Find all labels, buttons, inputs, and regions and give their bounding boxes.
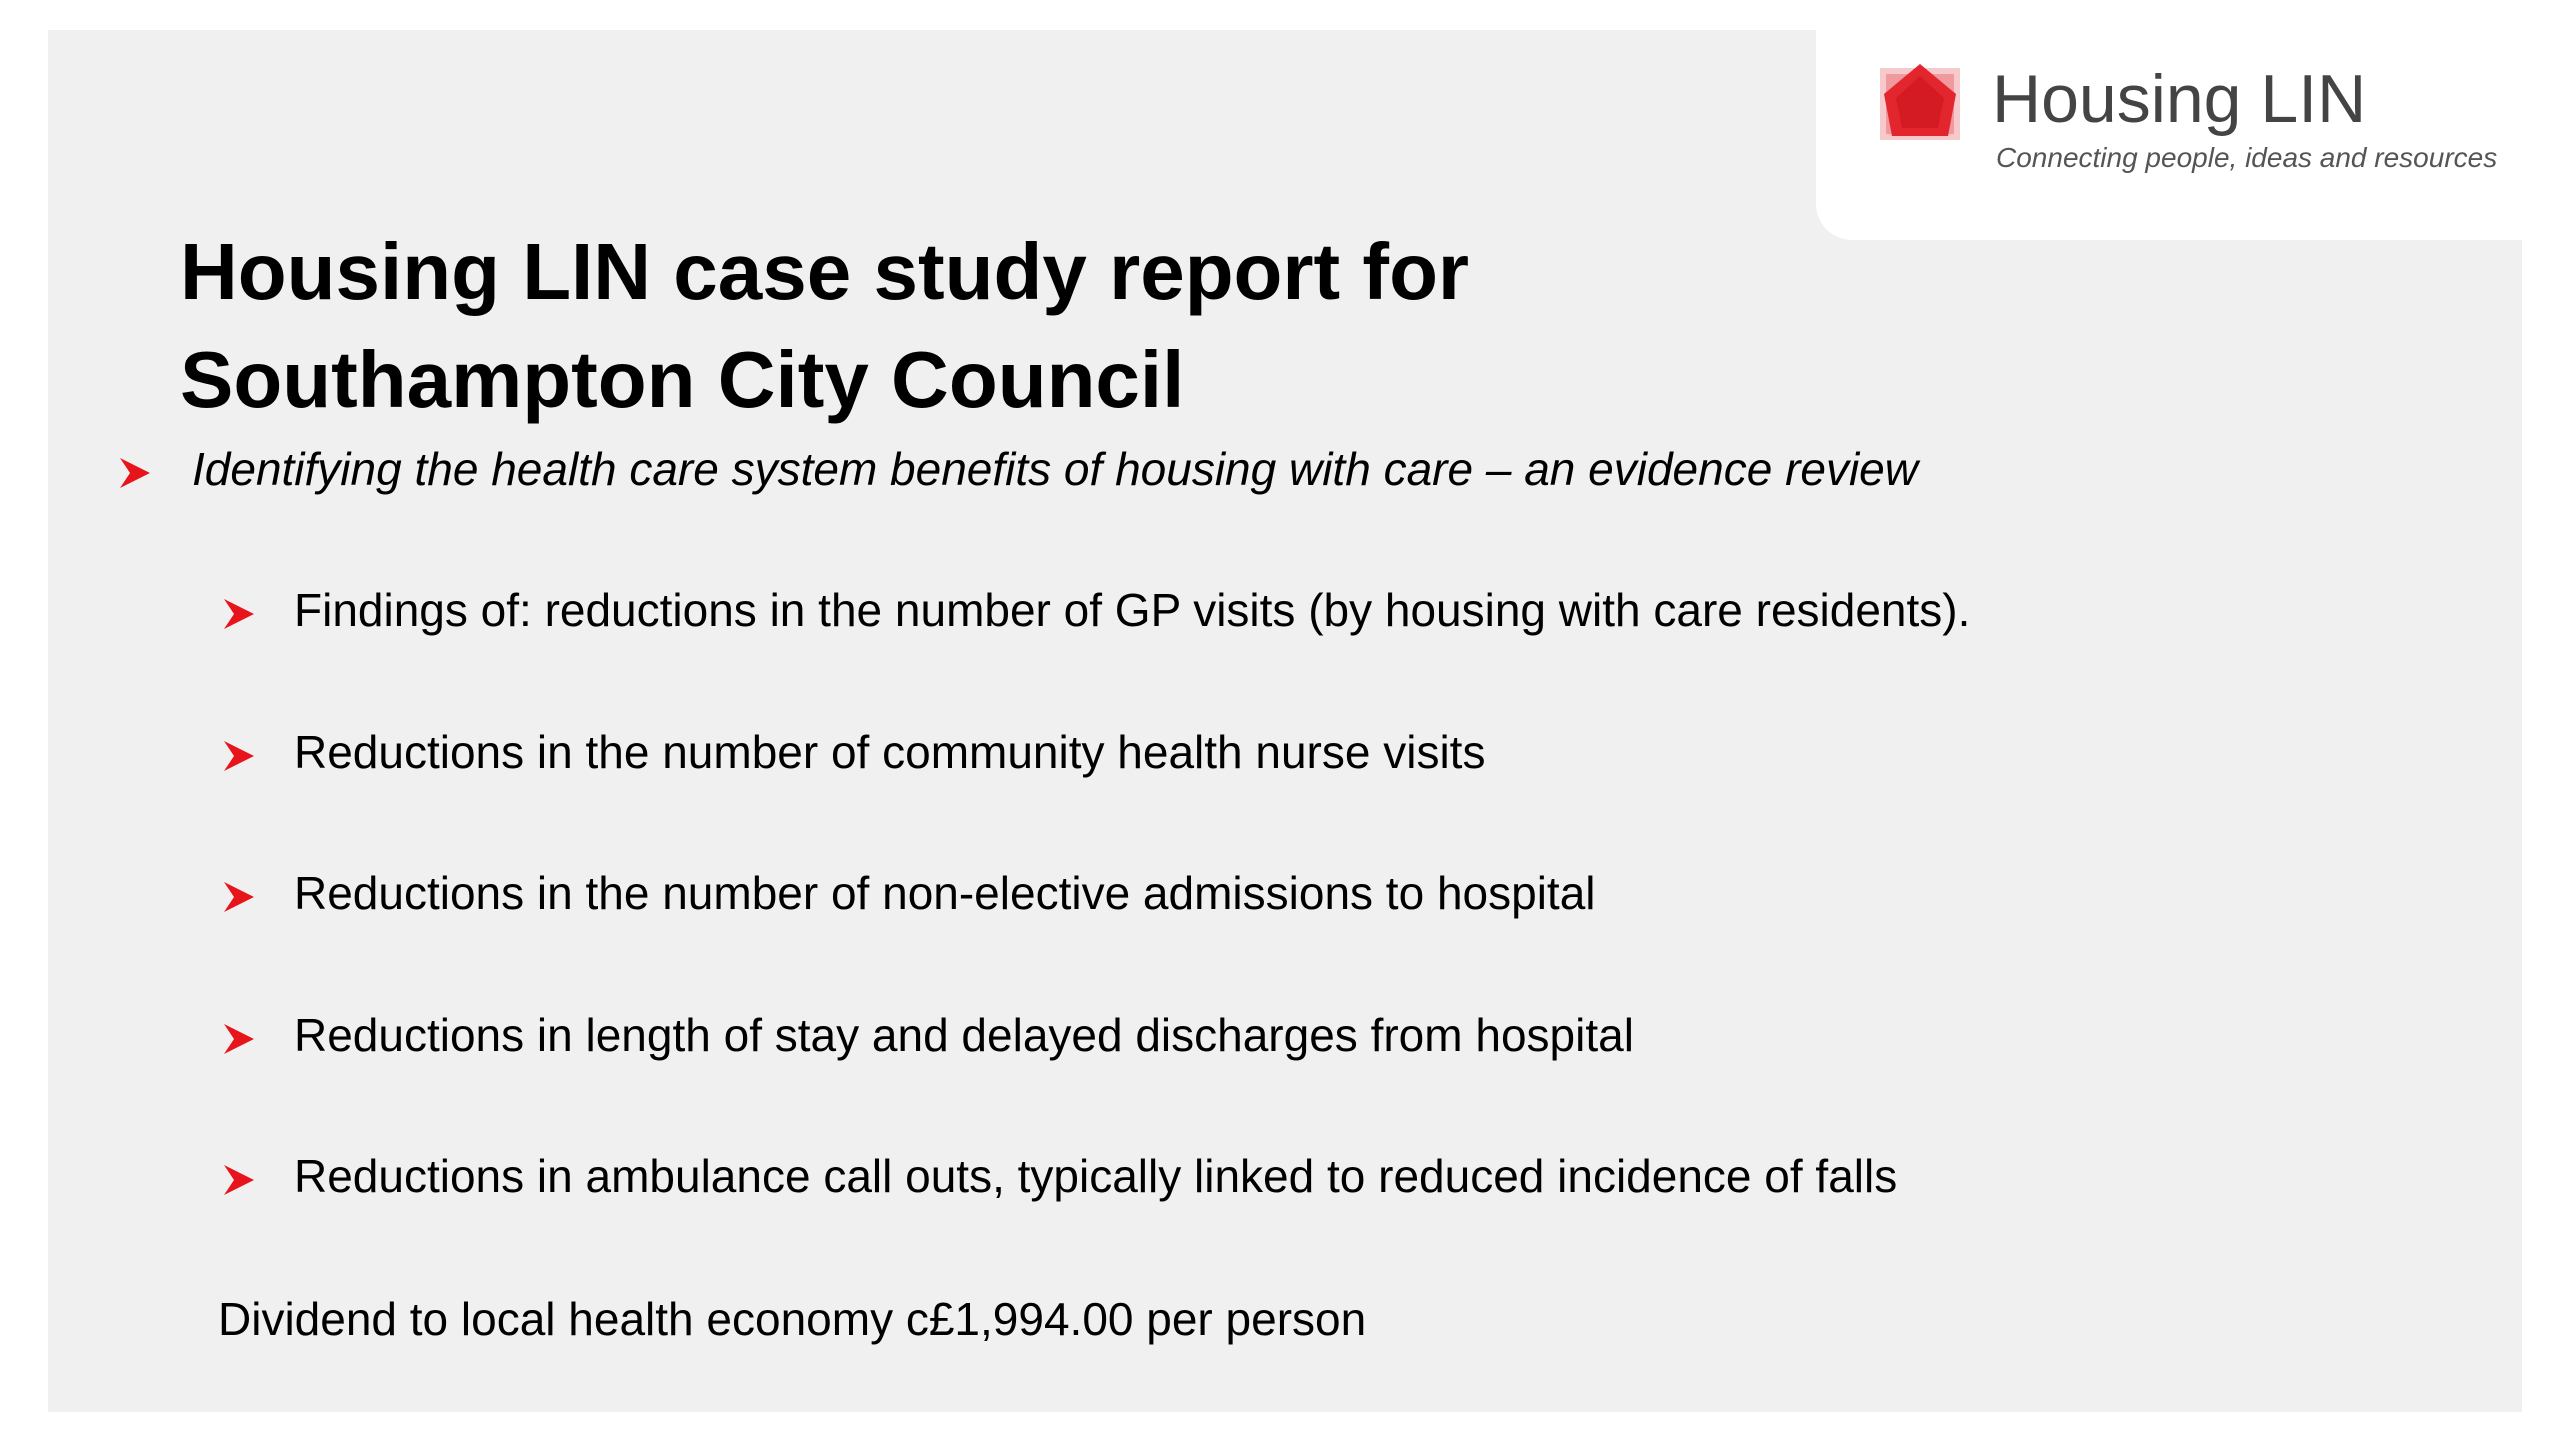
finding-item: Reductions in length of stay and delayed discharges from hospital: [294, 1009, 1634, 1061]
subtitle: Identifying the health care system benefits of housing with care – an evidence review: [192, 443, 1918, 495]
page-title: [180, 218, 1469, 434]
red-arrowhead-icon: [222, 1022, 256, 1056]
logo-tagline: Connecting people, ideas and resources: [1996, 142, 2498, 173]
red-arrowhead-icon: [222, 880, 256, 914]
finding-item: Reductions in ambulance call outs, typically linked to reduced incidence of falls: [294, 1150, 1898, 1202]
dividend-summary: Dividend to local health economy c£1,994.00 per person: [218, 1293, 1367, 1345]
red-arrowhead-icon: [222, 1163, 256, 1197]
logo-name: Housing LIN: [1992, 61, 2367, 137]
finding-item: Reductions in the number of community health nurse visits: [294, 726, 1486, 778]
logo-panel: [1816, 24, 2560, 240]
housing-lin-logo-icon: [1872, 54, 1968, 150]
title-line-2: Southampton City Council: [180, 335, 1185, 424]
finding-item: Findings of: reductions in the number of GP visits (by housing with care residents).: [294, 584, 1971, 636]
red-arrowhead-icon: [222, 597, 256, 631]
red-arrowhead-icon: [222, 739, 256, 773]
finding-item: Reductions in the number of non-elective admissions to hospital: [294, 867, 1596, 919]
red-arrowhead-icon: [118, 456, 152, 490]
title-line-1: Housing LIN case study report for: [180, 227, 1470, 316]
